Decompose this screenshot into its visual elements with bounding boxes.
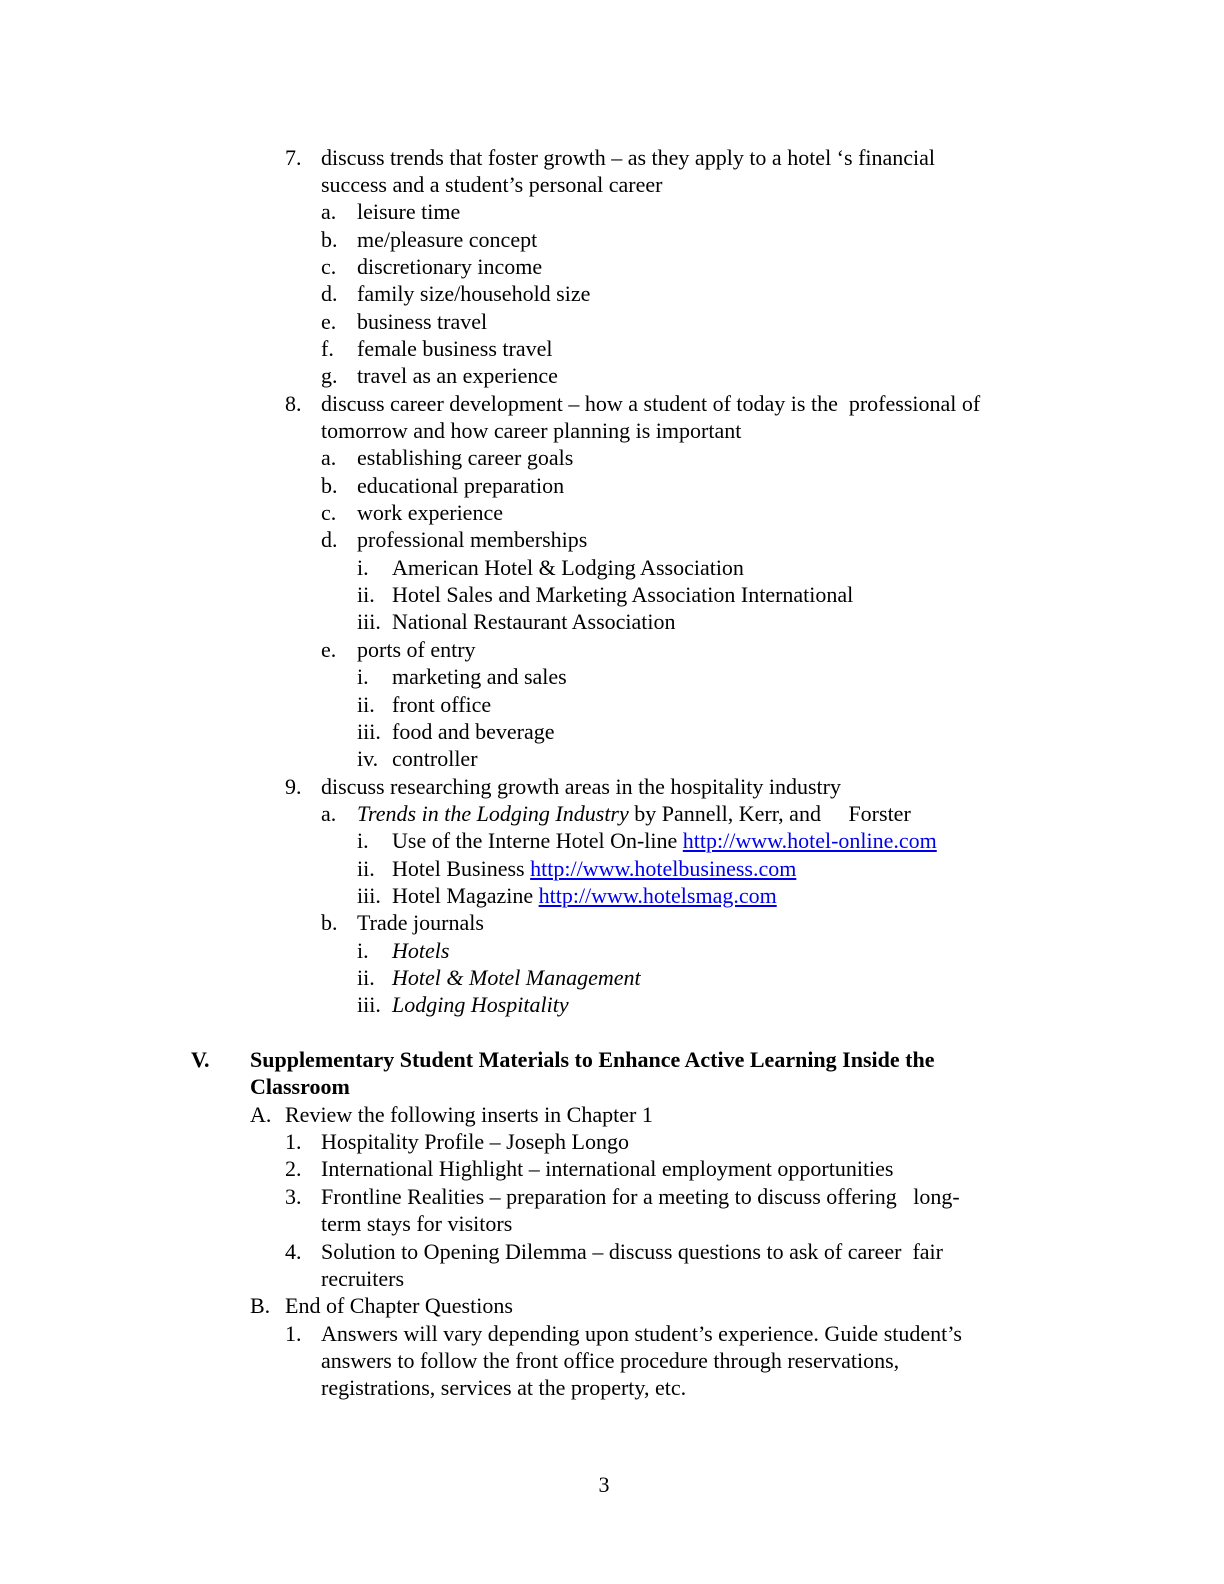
list-text: [357, 636, 476, 664]
list-marker: a.: [321, 199, 337, 225]
list-text: [392, 882, 777, 910]
text-segment: establishing career goals: [357, 445, 574, 471]
list-text: [392, 991, 569, 1019]
text-segment: Frontline Realities – preparation for a meeting to discuss offering long-: [321, 1183, 960, 1209]
text-segment: front office: [392, 691, 492, 717]
list-text: [357, 280, 590, 308]
list-marker: i.: [357, 937, 369, 963]
list-marker: i.: [357, 828, 369, 854]
list-marker: 9.: [285, 773, 302, 799]
text-segment: Classroom: [250, 1074, 350, 1100]
italic-title: Hotels: [392, 937, 450, 963]
list-text: [392, 964, 641, 992]
list-text: [321, 1238, 943, 1266]
list-marker: 4.: [285, 1238, 302, 1264]
list-text: [357, 226, 537, 254]
list-text: [392, 691, 491, 719]
list-marker: iii.: [357, 992, 381, 1018]
text-segment: me/pleasure concept: [357, 226, 538, 252]
list-text: [321, 1265, 404, 1293]
list-marker: ii.: [357, 965, 375, 990]
text-segment: professional memberships: [357, 527, 588, 553]
list-text: [321, 417, 741, 445]
list-marker: e.: [321, 636, 337, 662]
text-segment: End of Chapter Questions: [285, 1293, 513, 1319]
list-text: [250, 1046, 934, 1074]
list-marker: 1.: [285, 1320, 302, 1346]
text-segment: ports of entry: [357, 636, 476, 662]
list-marker: d.: [321, 527, 338, 553]
text-segment: leisure time: [357, 199, 461, 225]
text-segment: International Highlight – international employment opportunities: [321, 1156, 894, 1182]
text-segment: female business travel: [357, 335, 553, 361]
list-marker: iii.: [357, 609, 381, 635]
list-marker: 3.: [285, 1183, 302, 1209]
list-text: [321, 171, 662, 199]
text-segment: Supplementary Student Materials to Enhance Active Learning Inside the: [250, 1047, 935, 1073]
text-segment: discuss researching growth areas in the hospitality industry: [321, 773, 841, 799]
list-marker: 1.: [285, 1129, 302, 1155]
list-marker: e.: [321, 308, 337, 334]
hyperlink[interactable]: http://www.hotelbusiness.com: [530, 855, 797, 881]
list-marker: c.: [321, 500, 337, 526]
list-text: [357, 526, 587, 554]
list-marker: 8.: [285, 390, 302, 416]
list-marker: a.: [321, 445, 337, 471]
list-text: [392, 745, 478, 773]
list-marker: ii.: [357, 582, 375, 608]
text-segment: tomorrow and how career planning is important: [321, 418, 742, 443]
text-segment: Hospitality Profile – Joseph Longo: [321, 1129, 629, 1155]
list-text: [392, 581, 853, 609]
list-text: [321, 773, 841, 801]
list-marker: V.: [191, 1047, 210, 1073]
page-number: 3: [598, 1472, 610, 1497]
text-segment: Trade journals: [357, 910, 484, 936]
text-segment: Answers will vary depending upon student’s experience. Guide student’s: [321, 1320, 962, 1346]
list-text: [357, 335, 553, 363]
list-text: [321, 1210, 512, 1238]
list-text: [321, 1320, 962, 1348]
list-marker: B.: [250, 1293, 271, 1319]
list-text: [392, 663, 567, 691]
list-text: [321, 1374, 686, 1402]
text-segment: recruiters: [321, 1265, 405, 1291]
list-text: [321, 1347, 899, 1375]
list-text: [357, 800, 911, 828]
list-marker: g.: [321, 363, 338, 389]
list-marker: b.: [321, 472, 338, 498]
list-marker: iii.: [357, 882, 381, 908]
list-marker: c.: [321, 253, 337, 279]
text-segment: American Hotel & Lodging Association: [392, 554, 744, 580]
list-text: [392, 554, 744, 582]
hyperlink[interactable]: http://www.hotel-online.com: [682, 828, 937, 854]
text-segment: work experience: [357, 500, 503, 526]
list-marker: ii.: [357, 691, 375, 717]
list-text: [357, 362, 558, 390]
list-text: [392, 855, 796, 883]
list-text: [392, 718, 554, 746]
text-segment: discuss career development – how a student of today is the professional of: [321, 390, 981, 416]
text-segment: term stays for visitors: [321, 1211, 513, 1237]
text-segment: controller: [392, 746, 478, 772]
text-segment: National Restaurant Association: [392, 609, 676, 635]
hyperlink[interactable]: http://www.hotelsmag.com: [538, 882, 777, 908]
italic-title: Hotel & Motel Management: [392, 965, 641, 990]
text-segment: by Pannell, Kerr, and Forster: [628, 800, 911, 826]
text-segment: success and a student’s personal career: [321, 171, 663, 197]
list-marker: b.: [321, 226, 338, 252]
list-text: [357, 308, 487, 336]
list-text: [321, 390, 980, 418]
list-marker: iv.: [357, 746, 379, 772]
list-text: [285, 1292, 513, 1320]
text-segment: Review the following inserts in Chapter 1: [285, 1101, 653, 1127]
list-marker: a.: [321, 800, 337, 826]
list-text: [357, 909, 484, 937]
text-segment: registrations, services at the property, etc.: [321, 1375, 687, 1401]
list-text: [321, 1183, 960, 1211]
text-segment: business travel: [357, 308, 488, 334]
list-text: [357, 198, 460, 226]
list-text: [357, 444, 573, 472]
text-segment: marketing and sales: [392, 664, 567, 690]
list-text: [321, 144, 935, 172]
list-text: [392, 827, 937, 855]
list-text: [250, 1073, 350, 1101]
list-marker: 7.: [285, 144, 302, 170]
list-text: [357, 472, 564, 500]
list-text: [357, 499, 503, 527]
text-segment: Hotel Magazine: [392, 882, 539, 908]
list-text: [357, 253, 542, 281]
list-text: [321, 1128, 629, 1156]
italic-title: Trends in the Lodging Industry: [357, 800, 629, 826]
text-segment: Use of the Interne Hotel On-line: [392, 828, 683, 854]
text-segment: Hotel Sales and Marketing Association International: [392, 582, 854, 608]
list-text: [392, 937, 449, 965]
list-marker: iii.: [357, 718, 381, 744]
text-segment: food and beverage: [392, 718, 555, 744]
text-segment: family size/household size: [357, 281, 591, 307]
text-segment: discretionary income: [357, 253, 543, 279]
text-segment: Solution to Opening Dilemma – discuss questions to ask of career fair: [321, 1238, 943, 1264]
list-text: [321, 1155, 894, 1183]
italic-title: Lodging Hospitality: [392, 992, 569, 1018]
list-marker: d.: [321, 281, 338, 307]
text-segment: Hotel Business: [392, 855, 531, 881]
list-text: [285, 1101, 653, 1129]
list-marker: i.: [357, 554, 369, 580]
list-marker: A.: [250, 1101, 272, 1127]
text-segment: travel as an experience: [357, 363, 558, 389]
text-segment: discuss trends that foster growth – as they apply to a hotel ‘s financial: [321, 144, 936, 170]
text-segment: answers to follow the front office procedure through reservations,: [321, 1347, 900, 1373]
list-marker: f.: [321, 335, 334, 361]
list-marker: ii.: [357, 855, 375, 881]
list-text: [392, 608, 676, 636]
list-marker: 2.: [285, 1156, 302, 1182]
text-segment: educational preparation: [357, 472, 565, 498]
list-marker: b.: [321, 910, 338, 936]
list-marker: i.: [357, 664, 369, 690]
